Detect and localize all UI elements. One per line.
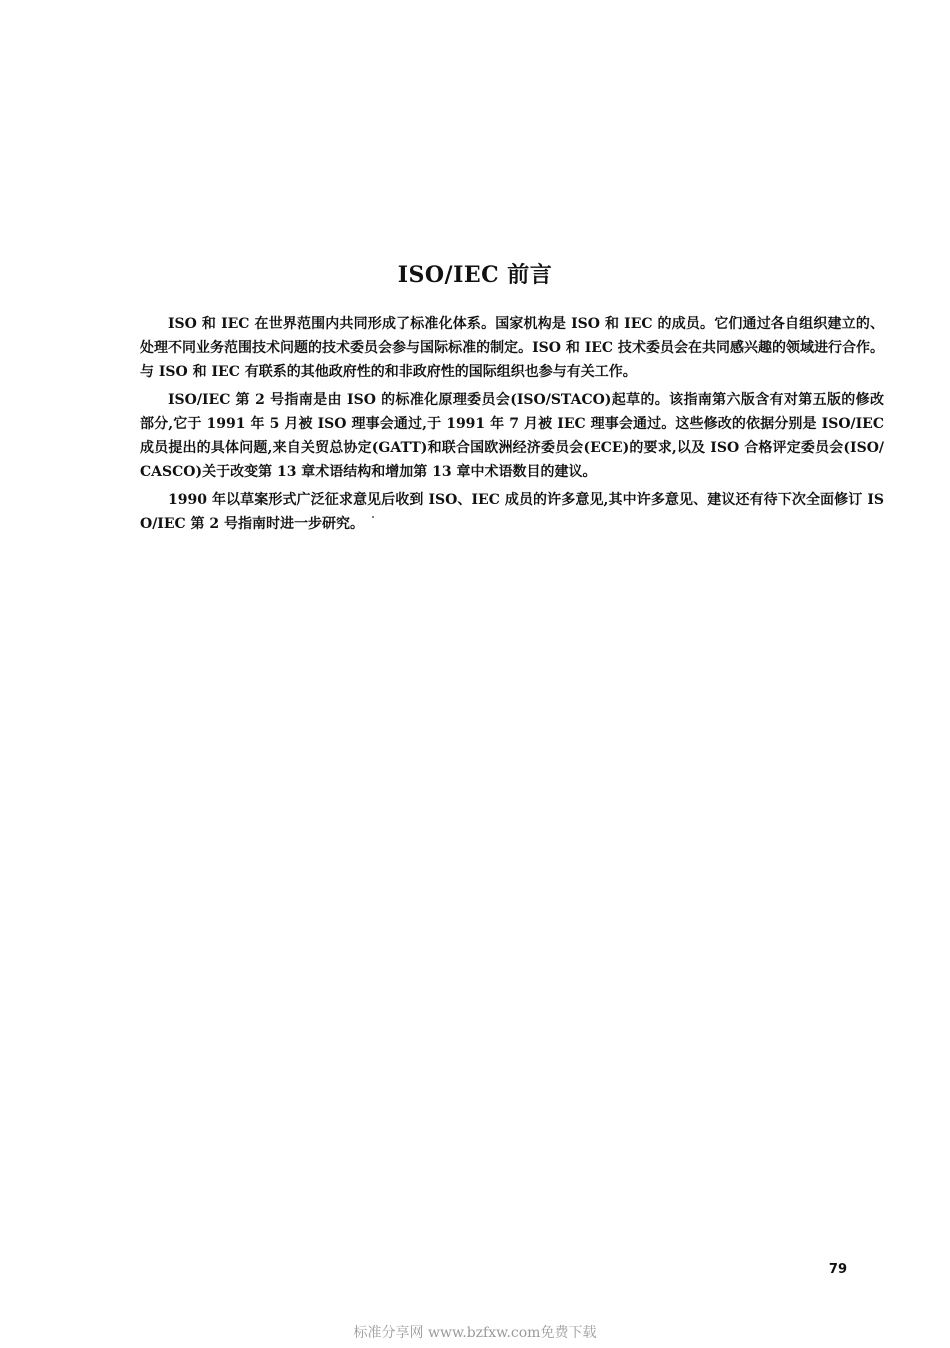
paragraph-2: ISO/IEC 第 2 号指南是由 ISO 的标准化原理委员会(ISO/STACO)起草的。该指南第六版含有对第五版的修改部分,它于 1991 年 5 月被 ISO 理事会通过,于 1991 年 7 月被 IEC 理事会通过。这些修改的依据分别是 ISO/IEC 成员提出的具体问题,来自关贸总协定(GATT)和联合国欧洲经济委员会(ECE)的要求,以及 ISO 合格评定委员会(ISO/CASCO)关于改变第 13 章术语结构和增加第 13 章中术语数目的建议。 — [140, 392, 884, 480]
body-text — [140, 312, 884, 540]
paragraph-1: ISO 和 IEC 在世界范围内共同形成了标准化体系。国家机构是 ISO 和 IEC 的成员。它们通过各自组织建立的、处理不同业务范围技术问题的技术委员会参与国际标准的制定。ISO 和 IEC 技术委员会在共同感兴趣的领域进行合作。与 ISO 和 IEC 有联系的其他政府性的和非政府性的国际组织也参与有关工作。 — [140, 316, 884, 380]
page-title: ISO/IEC 前言 — [397, 262, 553, 288]
scan-speck — [372, 516, 374, 518]
paragraph-3: 1990 年以草案形式广泛征求意见后收到 ISO、IEC 成员的许多意见,其中许多意见、建议还有待下次全面修订 ISO/IEC 第 2 号指南时进一步研究。 — [140, 492, 884, 532]
page-number: 79 — [828, 1262, 847, 1277]
watermark-text: 标准分享网 www.bzfxw.com免费下载 — [353, 1325, 597, 1341]
